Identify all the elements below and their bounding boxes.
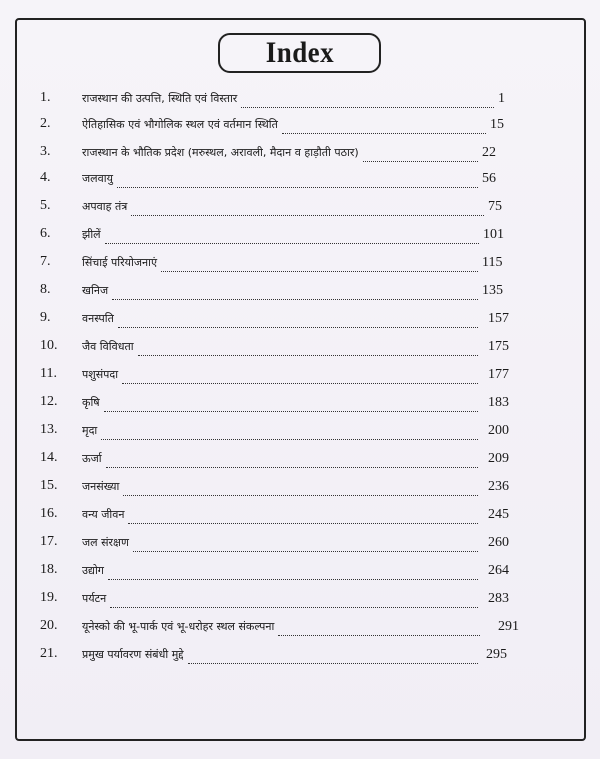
dot-leader: [363, 161, 478, 162]
entry-number: 16.: [40, 506, 58, 521]
entry-title: राजस्थान के भौतिक प्रदेश (मरुस्थल, अरावली, मैदान व हाड़ौती पठार): [82, 146, 359, 159]
entry-page-number: 200: [488, 423, 509, 438]
entry-number: 13.: [40, 422, 58, 437]
entry-title: मृदा: [82, 424, 98, 437]
entry-page-number: 177: [488, 367, 509, 382]
entry-number: 6.: [40, 226, 51, 241]
dot-leader: [133, 551, 478, 552]
entry-page-number: 283: [488, 591, 509, 606]
entry-number: 17.: [40, 534, 58, 549]
dot-leader: [123, 495, 478, 496]
index-entry: [0, 166, 600, 190]
entry-page-number: 157: [488, 311, 509, 326]
index-entry: [0, 362, 600, 386]
entry-title: राजस्थान की उत्पत्ति, स्थिति एवं विस्तार: [82, 92, 238, 105]
dot-leader: [117, 187, 478, 188]
dot-leader: [110, 607, 478, 608]
page-title: Index: [265, 36, 334, 69]
entry-page-number: 22: [482, 145, 496, 160]
entry-page-number: 264: [488, 563, 509, 578]
index-entry: [0, 446, 600, 470]
dot-leader: [282, 133, 486, 134]
entry-number: 2.: [40, 116, 51, 131]
dot-leader: [104, 411, 478, 412]
entry-title: जनसंख्या: [82, 480, 120, 493]
entry-page-number: 115: [482, 255, 503, 270]
index-entry: [0, 474, 600, 498]
entry-page-number: 15: [490, 117, 504, 132]
entry-page-number: 75: [488, 199, 502, 214]
dot-leader: [106, 467, 478, 468]
entry-number: 21.: [40, 646, 58, 661]
entry-title: ऊर्जा: [82, 452, 102, 465]
index-entry: [0, 306, 600, 330]
entry-title: उद्योग: [82, 564, 104, 577]
entry-page-number: 245: [488, 507, 509, 522]
entry-page-number: 135: [482, 283, 503, 298]
entry-number: 4.: [40, 170, 51, 185]
entry-number: 1.: [40, 90, 51, 105]
index-entry: [0, 418, 600, 442]
index-entry: [0, 502, 600, 526]
index-entry: [0, 278, 600, 302]
index-entry: [0, 642, 600, 666]
index-entry: [0, 222, 600, 246]
dot-leader: [278, 635, 480, 636]
index-entry: [0, 334, 600, 358]
entry-page-number: 209: [488, 451, 509, 466]
entry-title: अपवाह तंत्र: [82, 200, 128, 213]
entry-number: 7.: [40, 254, 51, 269]
entry-title: झीलें: [82, 228, 101, 241]
entry-page-number: 183: [488, 395, 509, 410]
index-entry: [0, 586, 600, 610]
entry-title: ऐतिहासिक एवं भौगोलिक स्थल एवं वर्तमान स्थिति: [82, 118, 278, 131]
entry-page-number: 56: [482, 171, 496, 186]
entry-number: 14.: [40, 450, 58, 465]
entry-number: 19.: [40, 590, 58, 605]
entry-page-number: 295: [486, 647, 507, 662]
dot-leader: [188, 663, 478, 664]
entry-number: 18.: [40, 562, 58, 577]
entry-number: 10.: [40, 338, 58, 353]
entry-title: जैव विविधता: [82, 340, 134, 353]
entry-number: 8.: [40, 282, 51, 297]
dot-leader: [128, 523, 478, 524]
entry-page-number: 236: [488, 479, 509, 494]
index-entry: [0, 558, 600, 582]
entry-title: कृषि: [82, 396, 100, 409]
entry-title: यूनेस्को की भू-पार्क एवं भू-धरोहर स्थल संकल्पना: [82, 620, 275, 633]
entry-title: सिंचाई परियोजनाएं: [82, 256, 158, 269]
entry-number: 20.: [40, 618, 58, 633]
entry-title: प्रमुख पर्यावरण संबंधी मुद्दे: [82, 648, 184, 661]
entry-number: 3.: [40, 144, 51, 159]
dot-leader: [108, 579, 478, 580]
index-entry: [0, 140, 600, 164]
entry-number: 12.: [40, 394, 58, 409]
index-entry: [0, 530, 600, 554]
entry-page-number: 291: [498, 619, 519, 634]
entry-title: वन्य जीवन: [82, 508, 125, 521]
entry-title: पर्यटन: [82, 592, 107, 605]
entry-number: 11.: [40, 366, 57, 381]
index-entry: [0, 250, 600, 274]
entry-page-number: 1: [498, 91, 505, 106]
dot-leader: [138, 355, 478, 356]
dot-leader: [118, 327, 478, 328]
entry-title: खनिज: [82, 284, 109, 297]
index-entry: [0, 194, 600, 218]
index-entry: [0, 390, 600, 414]
dot-leader: [105, 243, 479, 244]
dot-leader: [161, 271, 478, 272]
entry-number: 15.: [40, 478, 58, 493]
entry-page-number: 101: [483, 227, 504, 242]
entry-page-number: 175: [488, 339, 509, 354]
dot-leader: [112, 299, 478, 300]
entry-title: वनस्पति: [82, 312, 114, 325]
dot-leader: [241, 107, 494, 108]
entry-number: 9.: [40, 310, 51, 325]
entry-number: 5.: [40, 198, 51, 213]
index-entry: [0, 86, 600, 110]
index-entry: [0, 112, 600, 136]
dot-leader: [101, 439, 478, 440]
entry-title: जलवायु: [82, 172, 113, 185]
dot-leader: [131, 215, 484, 216]
dot-leader: [122, 383, 478, 384]
entry-title: जल संरक्षण: [82, 536, 129, 549]
entry-title: पशुसंपदा: [82, 368, 119, 381]
entry-page-number: 260: [488, 535, 509, 550]
index-entry: [0, 614, 600, 638]
